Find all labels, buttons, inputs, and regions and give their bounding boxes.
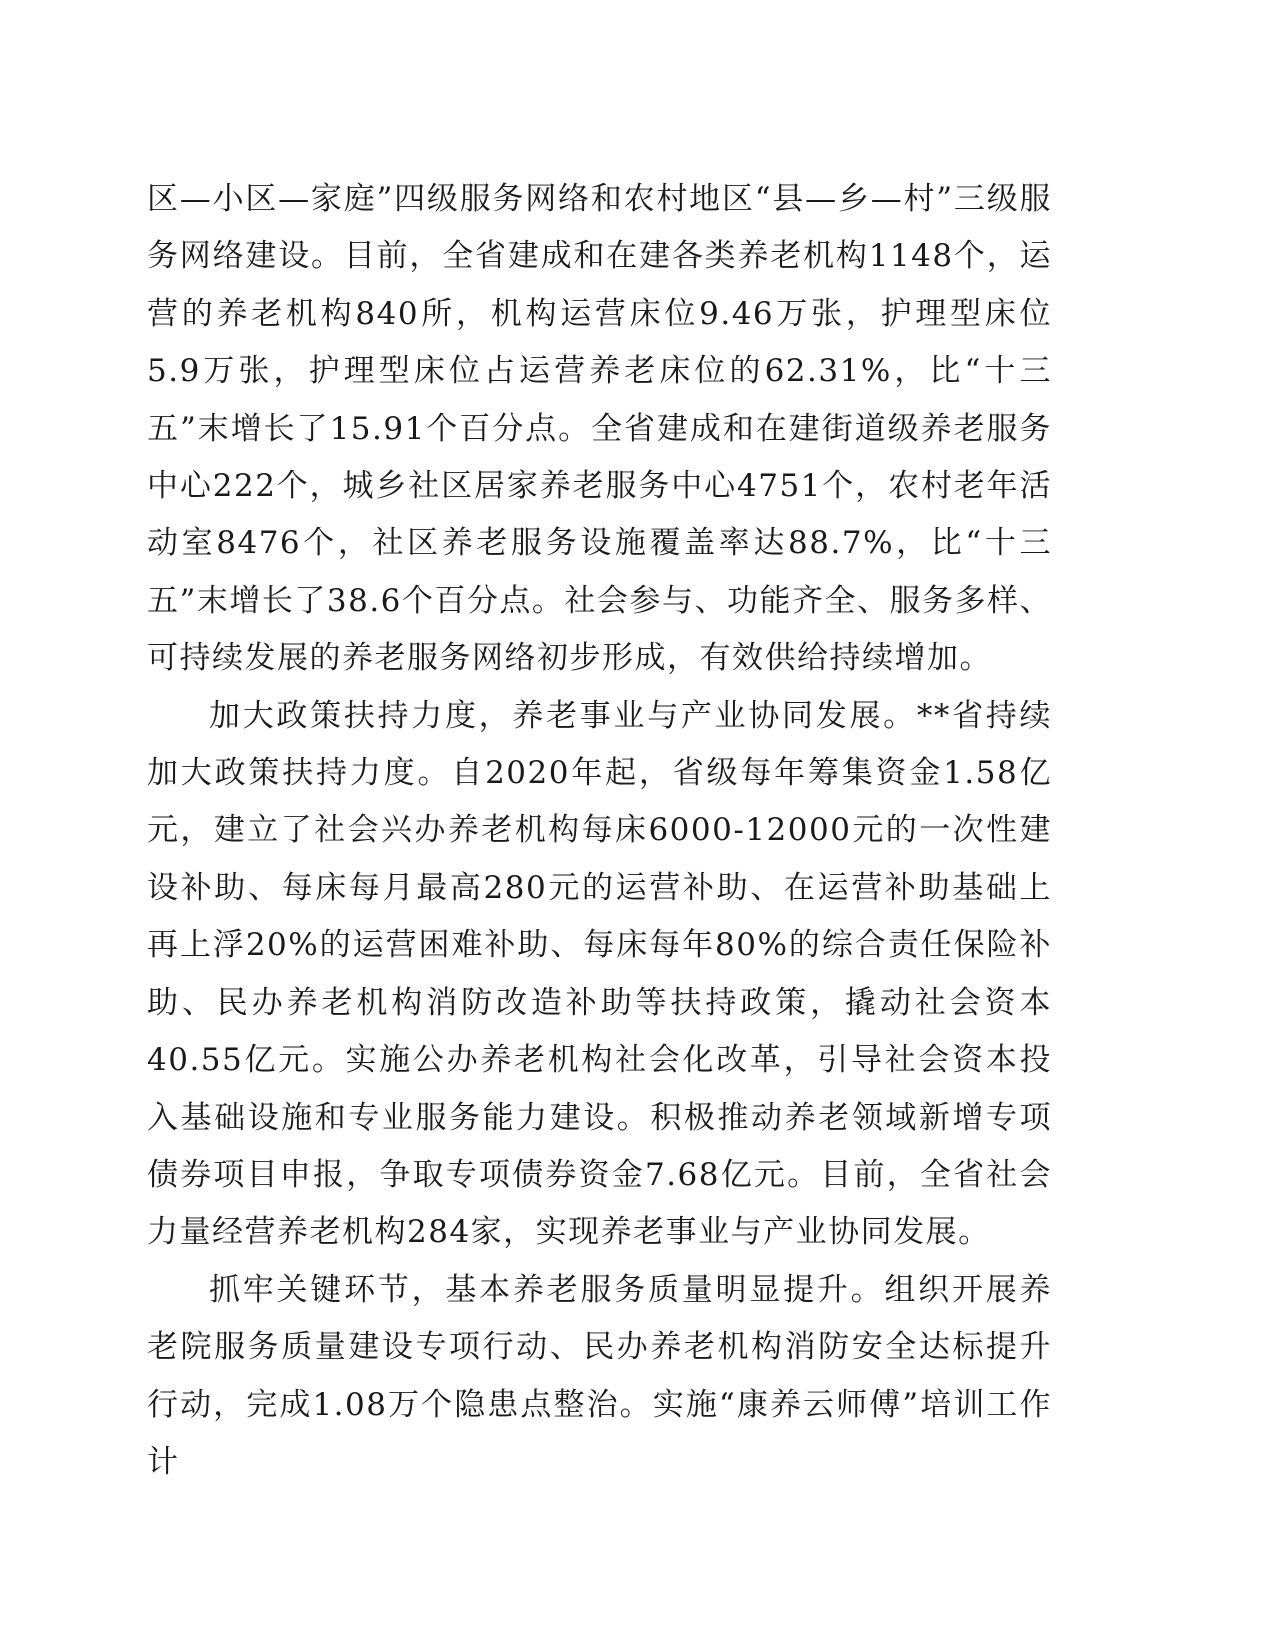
document-body xyxy=(147,171,1052,1491)
paragraph-service-quality: 抓牢关键环节，基本养老服务质量明显提升。组织开展养老院服务质量建设专项行动、民办养老机构消防安全达标提升行动，完成1.08万个隐患点整治。实施“康养云师傅”培训工作计 xyxy=(147,1271,1052,1480)
paragraph-policy-support: 加大政策扶持力度，养老事业与产业协同发展。**省持续加大政策扶持力度。自2020年起，省级每年筹集资金1.58亿元，建立了社会兴办养老机构每床6000-12000元的一次性建设补助、每床每月最高280元的运营补助、在运营补助基础上再上浮20%的运营困难补助、每床每年80%的综合责任保险补助、民办养老机构消防改造补助等扶持政策，撬动社会资本40.55亿元。实施公办养老机构社会化改革，引导社会资本投入基础设施和专业服务能力建设。积极推动养老领域新增专项债券项目申报，争取专项债券资金7.68亿元。目前，全省社会力量经营养老机构284家，实现养老事业与产业协同发展。 xyxy=(147,697,1052,1251)
paragraph-service-network: 区—小区—家庭”四级服务网络和农村地区“县—乡—村”三级服务网络建设。目前，全省建成和在建各类养老机构1148个，运营的养老机构840所，机构运营床位9.46万张，护理型床位5.9万张，护理型床位占运营养老床位的62.31%，比“十三五”末增长了15.91个百分点。全省建成和在建街道级养老服务中心222个，城乡社区居家养老服务中心4751个，农村老年活动室8476个，社区养老服务设施覆盖率达88.7%，比“十三五”末增长了38.6个百分点。社会参与、功能齐全、服务多样、可持续发展的养老服务网络初步形成，有效供给持续增加。 xyxy=(147,181,1052,677)
